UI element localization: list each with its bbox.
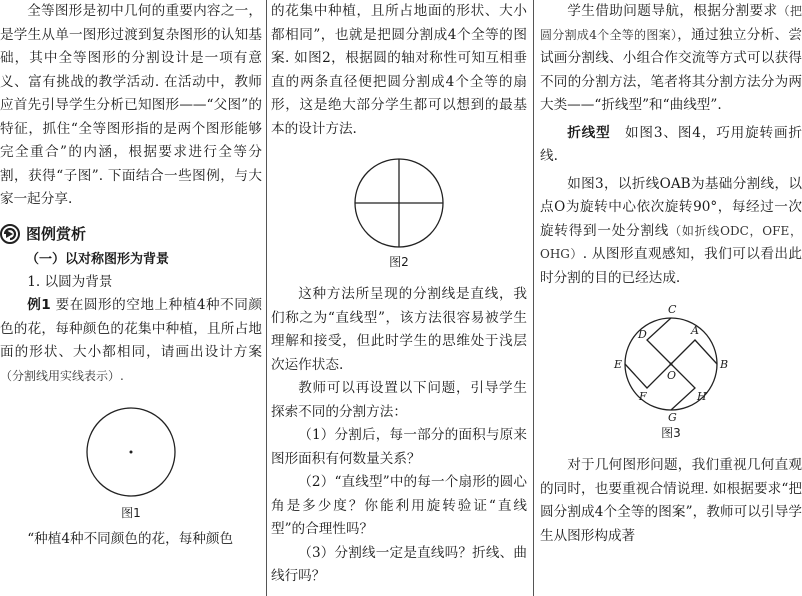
point-label-f: F [639, 390, 647, 403]
figure-3-paragraph [540, 173, 802, 291]
heading-title: 图例赏析 [26, 225, 87, 243]
figure-2-circle [351, 155, 447, 251]
reasoning-paragraph: 对于几何图形问题，我们重视几何直观的同时，也要重视合情说理. 如根据要求“把圆分割成4个全等的图案”，教师可以引导学生从图形构成著 [540, 457, 802, 544]
point-label-e: E [614, 358, 623, 371]
polyline-paragraph [540, 122, 802, 169]
figure-2-caption: 图2 [389, 255, 409, 269]
point-label-a: A [691, 324, 699, 337]
point-label-b: B [720, 358, 729, 371]
straight-line-paragraph: 这种方法所呈现的分割线是直线，我们称之为“直线型”，该方法很容易被学生理解和接受，但此时学生的思维处于浅层次运作状态. [271, 286, 527, 373]
polyline-text: 如图3、图4，巧用旋转画折线. [540, 124, 802, 164]
figure-3-text: 如图3，以折线OAB为基础分割线，以点O为旋转中心依次旋转90°，每经过一次旋转得到一处分割线 [540, 175, 802, 239]
point-label-c: C [668, 304, 677, 316]
column-3 [540, 0, 802, 596]
methods-note: （把圆分割成4个全等的图案） [540, 4, 802, 42]
column-divider-1 [266, 0, 267, 596]
point-label-o: O [667, 369, 677, 382]
intro-paragraph: 全等图形是初中几何的重要内容之一，是学生从单一图形过渡到复杂图形的认知基础，其中全等图形的分割设计是一项有意义、富有挑战的教学活动. 在活动中，教师应首先引导学生分析已知图形——“父图”的特征，抓住“全等图形指的是两个图形能够完全重合”的内涵，根据要求进行全等分割，获得“子图”. 下面结合一些图例，与大家一起分享. [0, 3, 262, 207]
polyline-label: 折线型 [567, 124, 611, 141]
point-label-g: G [668, 411, 677, 424]
point-label-h: H [697, 390, 707, 403]
figure-1-caption: 图1 [121, 506, 141, 520]
point-label-d: D [638, 328, 647, 341]
example-text: 要在圆形的空地上种植4种不同颜色的花，每种颜色的花集中种植，且所占地面的形状、大小都相同，请画出设计方案 [0, 297, 262, 360]
example-label: 例1 [27, 297, 51, 313]
swirl-icon [0, 224, 20, 244]
question-3: （3）分割线一定是直线吗？折线、曲线行吗？ [271, 544, 527, 584]
question-1: （1）分割后，每一部分的面积与原来图形面积有何数量关系？ [271, 427, 527, 467]
section-title: （一）以对称图形为背景 [26, 251, 170, 267]
methods-paragraph [540, 0, 802, 118]
methods-rest: ，通过独立分析、尝试画分割线、小组合作交流等方式可以获得不同的分割方法，笔者将其分割方法分为两大类——“折线型”和“曲线型”. [540, 26, 802, 113]
subsection-title: 1. 以圆为背景 [27, 273, 113, 290]
example-paragraph [0, 294, 262, 388]
example-note: （分割线用实线表示）. [0, 368, 124, 383]
column-1 [0, 0, 262, 596]
methods-text: 学生借助问题导航，根据分割要求 [567, 3, 778, 19]
closing-paragraph: “种植4种不同颜色的花，每种颜色 [27, 531, 234, 547]
questions-intro: 教师可以再设置以下问题，引导学生探索不同的分割方法： [271, 380, 527, 420]
column-2 [271, 0, 527, 596]
figure-3-rest: . 从图形直观感知，我们可以看出此时分割的目的已经达成. [540, 246, 802, 286]
question-2: （2）“直线型”中的每一个扇形的圆心角是多少度？你能利用旋转验证“直线型”的合理性吗？ [271, 474, 527, 537]
figure-3-note: （如折线ODC，OFE，OHG） [540, 223, 802, 261]
section-heading [0, 220, 262, 248]
continued-paragraph: 的花集中种植，且所占地面的形状、大小都相同”，也就是把圆分割成4个全等的图案. 如图2，根据圆的轴对称性可知互相垂直的两条直径便把圆分割成4个全等的扇形，这是绝大部分学生都可以想到的最基本的设计方法. [271, 3, 527, 137]
figure-1-circle [83, 404, 179, 500]
figure-3-caption: 图3 [661, 426, 681, 440]
column-divider-2 [533, 0, 534, 596]
figure-3-circle [611, 304, 731, 424]
